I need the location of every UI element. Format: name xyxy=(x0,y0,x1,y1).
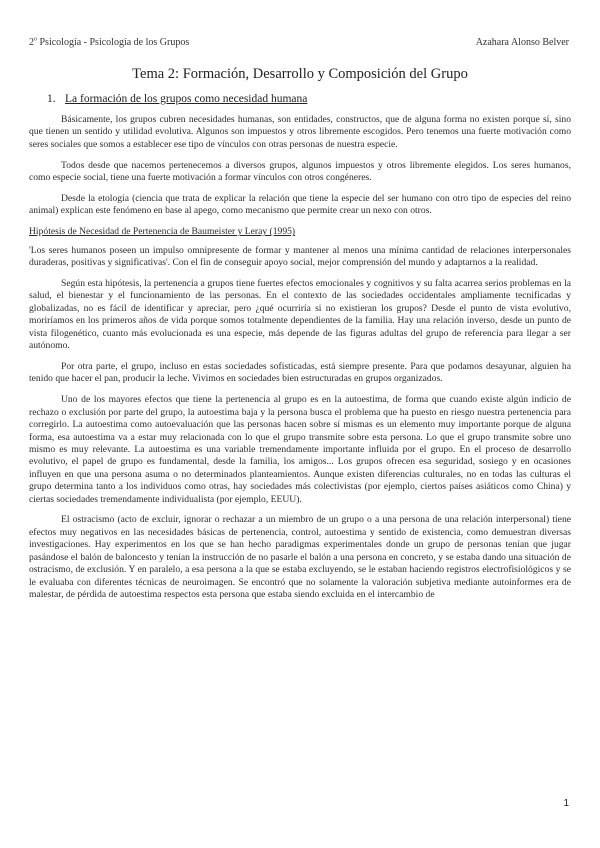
page-header xyxy=(29,36,571,50)
page-number: 1 xyxy=(563,798,569,809)
document-title: Tema 2: Formación, Desarrollo y Composición del Grupo xyxy=(132,66,468,82)
paragraph: Por otra parte, el grupo, incluso en estas sociedades sofisticadas, está siempre presente. Para que podamos desayunar, alguien ha tenido que hacer el pan, producir la leche. Vivimos en sociedades bien estructuradas en grupos organizados. xyxy=(29,361,571,385)
paragraph: Básicamente, los grupos cubren necesidades humanas, son entidades, constructos, que de alguna forma no existen porque sí, sino que tienen un sentido y utilidad evolutiva. Algunos son impuestos y otros libremente escogidos. Pero tenemos una fuerte motivación como seres sociales que somos a establecer ese tipo de vínculos con otras personas de nuestra especie. xyxy=(29,114,571,150)
body-text xyxy=(29,114,571,610)
paragraph: Desde la etología (ciencia que trata de explicar la relación que tiene la especie del ser humano con otro tipo de especies del reino animal) explican este fenómeno en base al apego, como mecanismo que permite crear un nexo con otros. xyxy=(29,193,571,217)
quote-paragraph: 'Los seres humanos poseen un impulso omnipresente de formar y mantener al menos una mínima cantidad de relaciones interpersonales duraderas, positivas y significativas'. Con el fin de conseguir apoyo social, mejor comprensión del mundo y adaptarnos a la realidad. xyxy=(29,244,571,269)
paragraph: Según esta hipótesis, la pertenencia a grupos tiene fuertes efectos emocionales y cognitivos y su falta acarrea serios problemas en la salud, el bienestar y el funcionamiento de las personas. En el contexto de las sociedades occidentales ampliamente tecnificadas y globalizadas, no es fácil de identificar y apreciar, pero ¿qué ocurriría si no existieran los grupos? Desde el punto de vista evolutivo, moriríamos en los primeros años de vida porque somos totalmente dependientes de la familia. Hay una relación inverso, desde un punto de vista filogenético, cuanto más evolucionada es una especie, más depende de las figuras adultas del grupo de referencia para llegar a ser autónomo. xyxy=(29,278,571,352)
subheading: Hipótesis de Necesidad de Pertenencia de Baumeister y Leray (1995) xyxy=(29,226,296,238)
paragraph: Uno de los mayores efectos que tiene la pertenencia al grupo es en la autoestima, de forma que cuando existe algún indicio de rechazo o exclusión por parte del grupo, la autoestima baja y la persona busca el problema que ha puesto en riesgo nuestra pertenencia para corregirlo. La autoestima como autoevaluación que las personas hacen sobre sí mismas es un elemento muy importante porque de alguna forma, esa autoestima va a estar muy relacionada con lo que el grupo transmite sobre esta persona. Lo que el grupo transmite sobre uno mismo es muy relevante. La autoestima es una variable tremendamente importante influida por el grupo. En el proceso de desarrollo evolutivo, el papel de grupo es fundamental, desde la familia, los amigos... Los grupos ofrecen esa seguridad, sosiego y en ocasiones influyen en que una persona asuma o no determinados planteamientos. Aunque existen diferencias culturales, no en todas las culturas el grupo determina tanto a los individuos como otras, hay sociedades más colectivistas (por ejemplo, ciertos países asiáticos como China) y ciertas sociedades tremendamente individualista (por ejemplo, EEUU). xyxy=(29,394,571,505)
section-heading-text: La formación de los grupos como necesidad humana xyxy=(65,93,308,105)
author-name: Azahara Alonso Belver xyxy=(475,37,569,48)
paragraph: Todos desde que nacemos pertenecemos a diversos grupos, algunos impuestos y otros libremente elegidos. Los seres humanos, como especie social, tiene una fuerte motivación a formar vínculos con otros congéneres. xyxy=(29,159,571,184)
section-number: 1. xyxy=(47,93,56,105)
paragraph: El ostracismo (acto de excluir, ignorar o rechazar a un miembro de un grupo o a una persona de una relación interpersonal) tiene efectos muy negativos en las necesidades básicas de pertenencia, control, autoestima y sentido de existencia, como demuestran diversas investigaciones. Hay experimentos en los que se han hecho paradigmas experimentales donde un grupo de personas tenían que jugar pasándose el balón de baloncesto y tenían la instrucción de no pasarle el balón a una persona en concreto, y se estaba dando una situación de ostracismo, de exclusión. Y en paralelo, a esa persona a la que se estaba excluyendo, se le estaban haciendo registros electrofisiológicos y se le evaluaba con diferentes técnicas de neuroimagen. Se encontró que no solamente la valoración subjetiva mediante autoinformes era de malestar, de pérdida de autoestima respectos esta persona que estaba siendo excluida en el intercambio de xyxy=(29,514,571,600)
section-heading xyxy=(47,92,307,107)
course-title: 2$^o$ Psicología - Psicología de los Grupos xyxy=(29,36,190,48)
